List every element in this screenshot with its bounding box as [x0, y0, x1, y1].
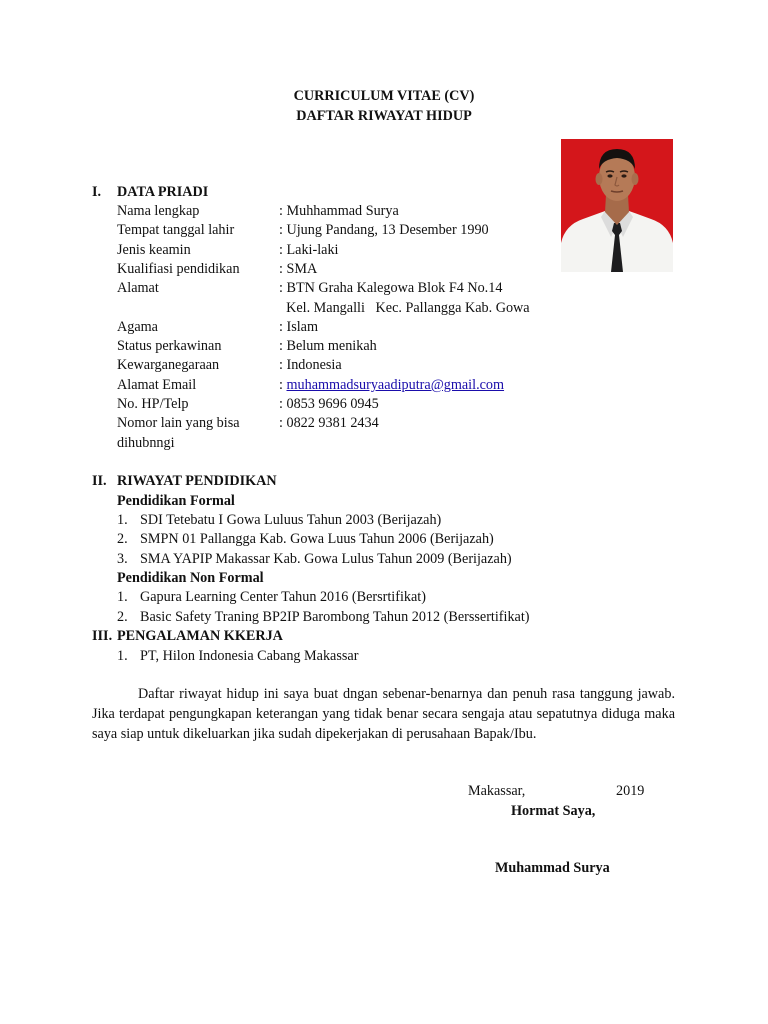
- value-nationality: : Indonesia: [279, 357, 342, 373]
- label-education-level: Kualifiasi pendidikan: [117, 261, 240, 277]
- value-email-row: [279, 376, 504, 394]
- label-marital-status: Status perkawinan: [117, 338, 222, 354]
- statement-text: Daftar riwayat hidup ini saya buat dngan sebenar-benarnya dan penuh rasa tanggung jawab. Jika terdapat pengungkapan keterangan yang tidak benar secara sengaja atau sepatutnya diduga maka saya siap untuk dikeluarkan jika sudah dipekerjakan di perusahaan Bapak/Ibu.: [92, 686, 675, 742]
- formal-education-heading: Pendidikan Formal: [117, 493, 235, 509]
- formal-item-number: 1.: [117, 512, 128, 528]
- document-title: CURRICULUM VITAE (CV): [293, 88, 475, 104]
- formal-item-number: 2.: [117, 531, 128, 547]
- label-phone: No. HP/Telp: [117, 396, 189, 412]
- label-birth: Tempat tanggal lahir: [117, 222, 235, 238]
- signature-city: Makassar,: [468, 783, 526, 799]
- section-2-numeral: II.: [92, 473, 107, 489]
- value-religion: : Islam: [279, 319, 319, 335]
- profile-photo: [561, 139, 673, 272]
- section-1-numeral: I.: [92, 184, 102, 200]
- nonformal-item-text: Basic Safety Traning BP2IP Barombong Tahun 2012 (Berssertifikat): [140, 609, 530, 625]
- nonformal-education-heading: Pendidikan Non Formal: [117, 570, 264, 586]
- value-address: : BTN Graha Kalegowa Blok F4 No.14: [279, 280, 503, 296]
- label-full-name: Nama lengkap: [117, 203, 200, 219]
- value-marital-status: : Belum menikah: [279, 338, 377, 354]
- value-full-name: : Muhhammad Surya: [279, 203, 399, 219]
- email-prefix: :: [279, 377, 287, 393]
- label-address: Alamat: [117, 280, 159, 296]
- formal-item-text: SMPN 01 Pallangga Kab. Gowa Luus Tahun 2006 (Berijazah): [140, 531, 494, 547]
- formal-item-text: SMA YAPIP Makassar Kab. Gowa Lulus Tahun 2009 (Berijazah): [140, 551, 512, 567]
- label-email: Alamat Email: [117, 377, 197, 393]
- section-3-numeral: III.: [92, 628, 113, 644]
- label-other-number: Nomor lain yang bisa: [117, 415, 240, 431]
- nonformal-item-number: 1.: [117, 589, 128, 605]
- statement-paragraph: [92, 684, 675, 744]
- signature-year: 2019: [616, 783, 645, 799]
- section-1-title: DATA PRIADI: [117, 184, 209, 200]
- document-subtitle: DAFTAR RIWAYAT HIDUP: [296, 108, 472, 124]
- formal-item-text: SDI Tetebatu I Gowa Luluus Tahun 2003 (Berijazah): [140, 512, 442, 528]
- value-gender: : Laki-laki: [279, 242, 339, 258]
- experience-item-number: 1.: [117, 648, 128, 664]
- label-gender: Jenis keamin: [117, 242, 191, 258]
- nonformal-item-number: 2.: [117, 609, 128, 625]
- label-religion: Agama: [117, 319, 158, 335]
- signature-closing: Hormat Saya,: [511, 803, 596, 819]
- value-education-level: : SMA: [279, 261, 318, 277]
- section-3-title: PENGALAMAN KKERJA: [117, 628, 283, 644]
- nonformal-item-text: Gapura Learning Center Tahun 2016 (Bersrtifikat): [140, 589, 426, 605]
- value-other-number: : 0822 9381 2434: [279, 415, 379, 431]
- value-birth: : Ujung Pandang, 13 Desember 1990: [279, 222, 489, 238]
- value-address-line2: Kel. Mangalli Kec. Pallangga Kab. Gowa: [279, 300, 530, 316]
- value-phone: : 0853 9696 0945: [279, 396, 379, 412]
- label-other-number-cont: dihubnngi: [117, 435, 175, 451]
- label-nationality: Kewarganegaraan: [117, 357, 220, 373]
- email-link[interactable]: muhammadsuryaadiputra@gmail.com: [286, 377, 505, 393]
- formal-item-number: 3.: [117, 551, 128, 567]
- signature-name: Muhammad Surya: [495, 860, 610, 876]
- section-2-title: RIWAYAT PENDIDIKAN: [117, 473, 277, 489]
- experience-item-text: PT, Hilon Indonesia Cabang Makassar: [140, 648, 359, 664]
